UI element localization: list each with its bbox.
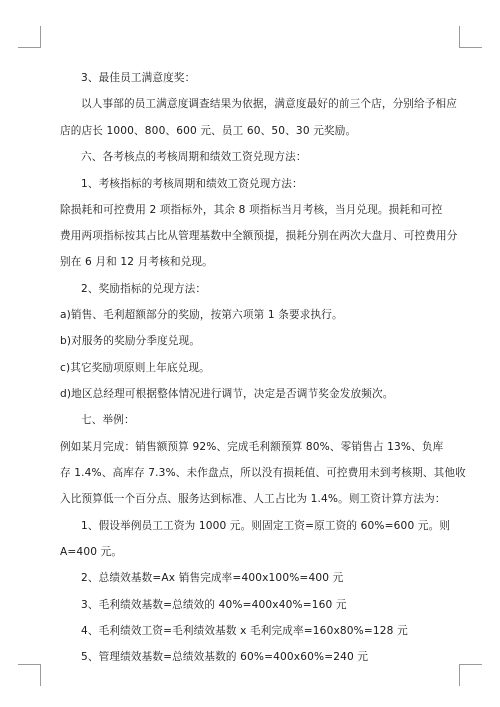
paragraph-line: 例如某月完成：销售额预算 92%、完成毛利额预算 80%、零销售占 13%、负库: [60, 441, 444, 453]
paragraph-line: 以人事部的员工满意度调查结果为依据，满意度最好的前三个店，分别给予相应: [81, 98, 458, 110]
example-step-5: 5、管理绩效基数=总绩效基数的 60%=400x60%=240 元: [81, 651, 369, 663]
crop-mark-bottom-left-horizontal: [18, 664, 41, 665]
crop-mark-bottom-left-vertical: [40, 664, 41, 686]
paragraph-line: 入比预算低一个百分点、服务达到标准、人工占比为 1.4%。则工资计算方法为：: [60, 493, 446, 505]
example-step-1-continued: A=400 元。: [60, 546, 123, 558]
crop-mark-top-right-horizontal: [459, 47, 482, 48]
list-item-b: b)对服务的奖励分季度兑现。: [60, 335, 201, 347]
example-step-1: 1、假设举例员工工资为 1000 元。则固定工资=原工资的 60%=600 元。则: [81, 520, 451, 532]
crop-mark-top-right-vertical: [459, 26, 460, 48]
heading-best-employee-award: 3、最佳员工满意度奖：: [81, 72, 196, 84]
paragraph-line: 费用两项指标按其占比从管理基数中全额预提，损耗分别在两次大盘月、可控费用分: [60, 230, 458, 242]
paragraph-line: 店的店长 1000、800、600 元、员工 60、50、30 元奖励。: [60, 125, 357, 137]
example-step-3: 3、毛利绩效基数=总绩效的 40%=400x40%=160 元: [81, 599, 347, 611]
list-item-c: c)其它奖励项原则上年底兑现。: [60, 362, 210, 374]
crop-mark-top-left-horizontal: [18, 47, 41, 48]
paragraph-line: 别在 6 月和 12 月考核和兑现。: [60, 256, 213, 268]
paragraph-line: 除损耗和可控费用 2 项指标外，其余 8 项指标当月考核，当月兑现。损耗和可控: [60, 204, 443, 216]
example-step-4: 4、毛利绩效工资=毛利绩效基数 x 毛利完成率=160x80%=128 元: [81, 625, 408, 637]
example-step-2: 2、总绩效基数=Ax 销售完成率=400x100%=400 元: [81, 572, 344, 584]
paragraph-line: 存 1.4%、高库存 7.3%、未作盘点，所以没有损耗值、可控费用未到考核期、其他收: [60, 467, 466, 479]
section-heading-seven: 七、举例：: [81, 414, 135, 426]
section-heading-six: 六、各考核点的考核周期和绩效工资兑现方法：: [81, 151, 307, 163]
crop-mark-bottom-right-horizontal: [459, 664, 482, 665]
crop-mark-top-left-vertical: [40, 26, 41, 48]
list-item-d: d)地区总经理可根据整体情况进行调节，决定是否调节奖金发放频次。: [60, 388, 394, 400]
subheading-2: 2、奖励指标的兑现方法：: [81, 283, 207, 295]
list-item-a: a)销售、毛利超额部分的奖励，按第六项第 1 条要求执行。: [60, 309, 343, 321]
subheading-1: 1、考核指标的考核周期和绩效工资兑现方法：: [81, 178, 303, 190]
crop-mark-bottom-right-vertical: [459, 664, 460, 686]
